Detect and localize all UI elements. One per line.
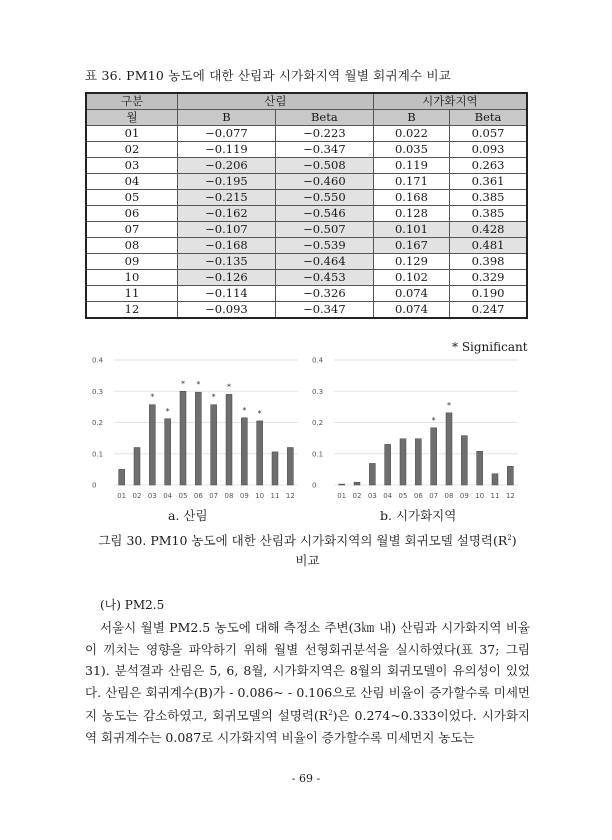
table-title: 표 36. PM10 농도에 대한 산림과 시가화지역 월별 회귀계수 비교 <box>85 68 452 83</box>
bar <box>461 436 467 485</box>
y-tick-label: 0.1 <box>92 450 104 459</box>
cell-forest-b: −0.093 <box>178 302 276 319</box>
cell-urban-beta: 0.329 <box>450 270 527 286</box>
x-tick-label: 05 <box>398 492 408 500</box>
cell-urban-b: 0.022 <box>373 126 449 142</box>
figure-caption <box>85 528 530 571</box>
cell-urban-b: 0.128 <box>373 206 449 222</box>
figure-caption-sup: 2 <box>507 534 512 542</box>
x-tick-label: 09 <box>239 492 249 500</box>
cell-month: 07 <box>86 222 178 238</box>
x-tick-label: 02 <box>132 492 142 500</box>
y-tick-label: 0.2 <box>92 419 104 427</box>
cell-urban-b: 0.119 <box>373 158 449 174</box>
cell-forest-beta: −0.546 <box>275 206 373 222</box>
significance-star: * <box>242 405 247 415</box>
bar <box>287 448 293 486</box>
significance-star: * <box>447 400 451 410</box>
cell-month: 12 <box>86 302 178 319</box>
significance-note: * Significant <box>452 340 528 354</box>
significance-star: * <box>257 408 262 418</box>
table-row <box>86 254 527 270</box>
bar <box>241 418 247 485</box>
subcaption-urban: b. 시가화지역 <box>380 508 457 523</box>
x-tick-label: 01 <box>117 492 127 500</box>
cell-urban-b: 0.102 <box>373 270 449 286</box>
cell-forest-b: −0.195 <box>178 174 276 190</box>
cell-forest-beta: −0.460 <box>275 174 373 190</box>
header-forest: 산림 <box>178 93 374 110</box>
bar <box>507 466 513 485</box>
y-tick-label: 0 <box>312 481 317 490</box>
cell-urban-beta: 0.428 <box>450 222 527 238</box>
cell-month: 04 <box>86 174 178 190</box>
figure-caption-line2: 비교 <box>295 553 320 569</box>
x-tick-label: 12 <box>285 492 295 500</box>
cell-forest-b: −0.135 <box>178 254 276 270</box>
bar <box>339 484 345 485</box>
cell-forest-beta: −0.550 <box>275 190 373 206</box>
cell-month: 08 <box>86 238 178 254</box>
paragraph-sup: 2 <box>328 709 333 717</box>
bar <box>415 439 421 485</box>
bar <box>385 444 391 485</box>
section-heading: (나) PM2.5 <box>100 598 165 612</box>
header-urban-b: B <box>373 110 449 126</box>
x-tick-label: 04 <box>163 492 173 500</box>
cell-month: 11 <box>86 286 178 302</box>
cell-forest-beta: −0.326 <box>275 286 373 302</box>
table-row <box>86 158 527 174</box>
bar <box>180 391 186 485</box>
x-tick-label: 01 <box>337 492 347 500</box>
cell-urban-beta: 0.385 <box>450 206 527 222</box>
x-tick-label: 10 <box>475 492 485 500</box>
x-tick-label: 07 <box>209 492 219 500</box>
cell-forest-beta: −0.347 <box>275 142 373 158</box>
significance-star: * <box>165 406 170 416</box>
bar <box>211 405 217 485</box>
cell-urban-b: 0.168 <box>373 190 449 206</box>
cell-urban-beta: 0.057 <box>450 126 527 142</box>
page-number: - 69 - <box>291 772 321 785</box>
table-row <box>86 222 527 238</box>
cell-urban-beta: 0.361 <box>450 174 527 190</box>
table-row <box>86 142 527 158</box>
bar <box>477 451 483 485</box>
cell-forest-beta: −0.453 <box>275 270 373 286</box>
cell-urban-b: 0.101 <box>373 222 449 238</box>
x-tick-label: 06 <box>193 492 203 500</box>
bar <box>446 413 452 485</box>
significance-star: * <box>227 382 231 392</box>
cell-month: 03 <box>86 158 178 174</box>
bar <box>226 394 232 485</box>
cell-urban-beta: 0.093 <box>450 142 527 158</box>
bar <box>134 448 140 486</box>
bar <box>431 428 437 485</box>
x-tick-label: 11 <box>270 492 280 500</box>
bar <box>369 463 375 485</box>
x-tick-label: 06 <box>413 492 423 500</box>
x-tick-label: 03 <box>367 492 377 500</box>
bar <box>492 474 498 485</box>
x-tick-label: 11 <box>490 492 500 500</box>
y-tick-label: 0 <box>92 481 97 490</box>
x-tick-label: 12 <box>505 492 515 500</box>
x-tick-label: 05 <box>178 492 188 500</box>
cell-month: 01 <box>86 126 178 142</box>
cell-forest-b: −0.126 <box>178 270 276 286</box>
table-row <box>86 238 527 254</box>
header-urban: 시가화지역 <box>373 93 527 110</box>
cell-urban-beta: 0.263 <box>450 158 527 174</box>
cell-urban-b: 0.167 <box>373 238 449 254</box>
cell-month: 05 <box>86 190 178 206</box>
regression-coefficient-table <box>85 92 528 319</box>
cell-forest-b: −0.168 <box>178 238 276 254</box>
cell-month: 09 <box>86 254 178 270</box>
cell-forest-b: −0.077 <box>178 126 276 142</box>
cell-urban-beta: 0.385 <box>450 190 527 206</box>
cell-month: 06 <box>86 206 178 222</box>
cell-forest-b: −0.162 <box>178 206 276 222</box>
paragraph-text-cont: )은 0.274~0.333이었다. 시가화지역 회귀계수는 0.087로 시가화지역 비율이 증가할수록 미세먼지 농도는 <box>85 708 530 745</box>
bar <box>354 482 360 485</box>
table-row <box>86 286 527 302</box>
cell-forest-b: −0.206 <box>178 158 276 174</box>
x-tick-label: 04 <box>383 492 393 500</box>
significance-star: * <box>211 392 216 402</box>
table-row <box>86 190 527 206</box>
bar <box>149 405 155 485</box>
cell-urban-b: 0.129 <box>373 254 449 270</box>
x-tick-label: 07 <box>429 492 439 500</box>
header-forest-b: B <box>178 110 276 126</box>
cell-month: 02 <box>86 142 178 158</box>
header-forest-beta: Beta <box>275 110 373 126</box>
bar <box>400 439 406 485</box>
cell-urban-beta: 0.481 <box>450 238 527 254</box>
cell-forest-beta: −0.223 <box>275 126 373 142</box>
y-tick-label: 0.2 <box>312 419 324 427</box>
cell-forest-beta: −0.464 <box>275 254 373 270</box>
figure-caption-suffix: ) <box>511 533 517 549</box>
cell-urban-b: 0.035 <box>373 142 449 158</box>
significance-star: * <box>181 379 185 389</box>
y-tick-label: 0.1 <box>312 450 324 459</box>
bar <box>272 452 278 485</box>
cell-forest-b: −0.107 <box>178 222 276 238</box>
header-group: 구분 <box>86 93 178 110</box>
significance-star: * <box>431 415 436 425</box>
chart-urban <box>308 350 523 505</box>
paragraph-text: 서울시 월별 PM2.5 농도에 대해 측정소 주변(3㎞ 내) 산림과 시가화지역 비율이 끼치는 영향을 파악하기 위해 월별 선형회귀분석을 실시하였다(표 37; 그림 31). 분석결과 산림은 5, 6, 8월, 시가화지역은 8월의 회귀모델이 유의성이 있었다. 산림은 회귀계수(B)가 - 0.086~ - 0.106으로 산림 비율이 증가할수록 미세먼지 농도는 감소하였고, 회귀모델의 설명력(R <box>85 620 530 724</box>
bar <box>165 419 171 485</box>
cell-urban-b: 0.074 <box>373 302 449 319</box>
cell-forest-beta: −0.539 <box>275 238 373 254</box>
x-tick-label: 03 <box>147 492 157 500</box>
x-tick-label: 02 <box>352 492 362 500</box>
cell-forest-beta: −0.508 <box>275 158 373 174</box>
table-row <box>86 302 527 319</box>
cell-urban-beta: 0.190 <box>450 286 527 302</box>
chart-forest <box>88 350 303 505</box>
bar <box>119 469 125 485</box>
table-row <box>86 174 527 190</box>
bar <box>257 421 263 485</box>
table-header-row <box>86 93 527 110</box>
cell-forest-beta: −0.507 <box>275 222 373 238</box>
subcaption-forest: a. 산림 <box>168 508 208 523</box>
cell-forest-b: −0.215 <box>178 190 276 206</box>
significance-star: * <box>150 392 155 402</box>
cell-urban-beta: 0.247 <box>450 302 527 319</box>
x-tick-label: 09 <box>459 492 469 500</box>
cell-urban-b: 0.171 <box>373 174 449 190</box>
table-row <box>86 206 527 222</box>
y-tick-label: 0.3 <box>312 387 324 396</box>
cell-month: 10 <box>86 270 178 286</box>
table-row <box>86 126 527 142</box>
x-tick-label: 10 <box>255 492 265 500</box>
figure-caption-text: 그림 30. PM10 농도에 대한 산림과 시가화지역의 월별 회귀모델 설명력(R <box>98 533 508 549</box>
table-row <box>86 270 527 286</box>
table-subheader-row <box>86 110 527 126</box>
cell-forest-beta: −0.347 <box>275 302 373 319</box>
y-tick-label: 0.4 <box>312 356 324 365</box>
x-tick-label: 08 <box>444 492 454 500</box>
cell-urban-b: 0.074 <box>373 286 449 302</box>
cell-urban-beta: 0.398 <box>450 254 527 270</box>
body-paragraph <box>85 617 530 748</box>
header-urban-beta: Beta <box>450 110 527 126</box>
cell-forest-b: −0.119 <box>178 142 276 158</box>
bar <box>195 392 201 485</box>
y-tick-label: 0.3 <box>92 387 104 396</box>
x-tick-label: 08 <box>224 492 234 500</box>
significance-star: * <box>196 380 201 390</box>
cell-forest-b: −0.114 <box>178 286 276 302</box>
header-month: 월 <box>86 110 178 126</box>
y-tick-label: 0.4 <box>92 356 104 365</box>
